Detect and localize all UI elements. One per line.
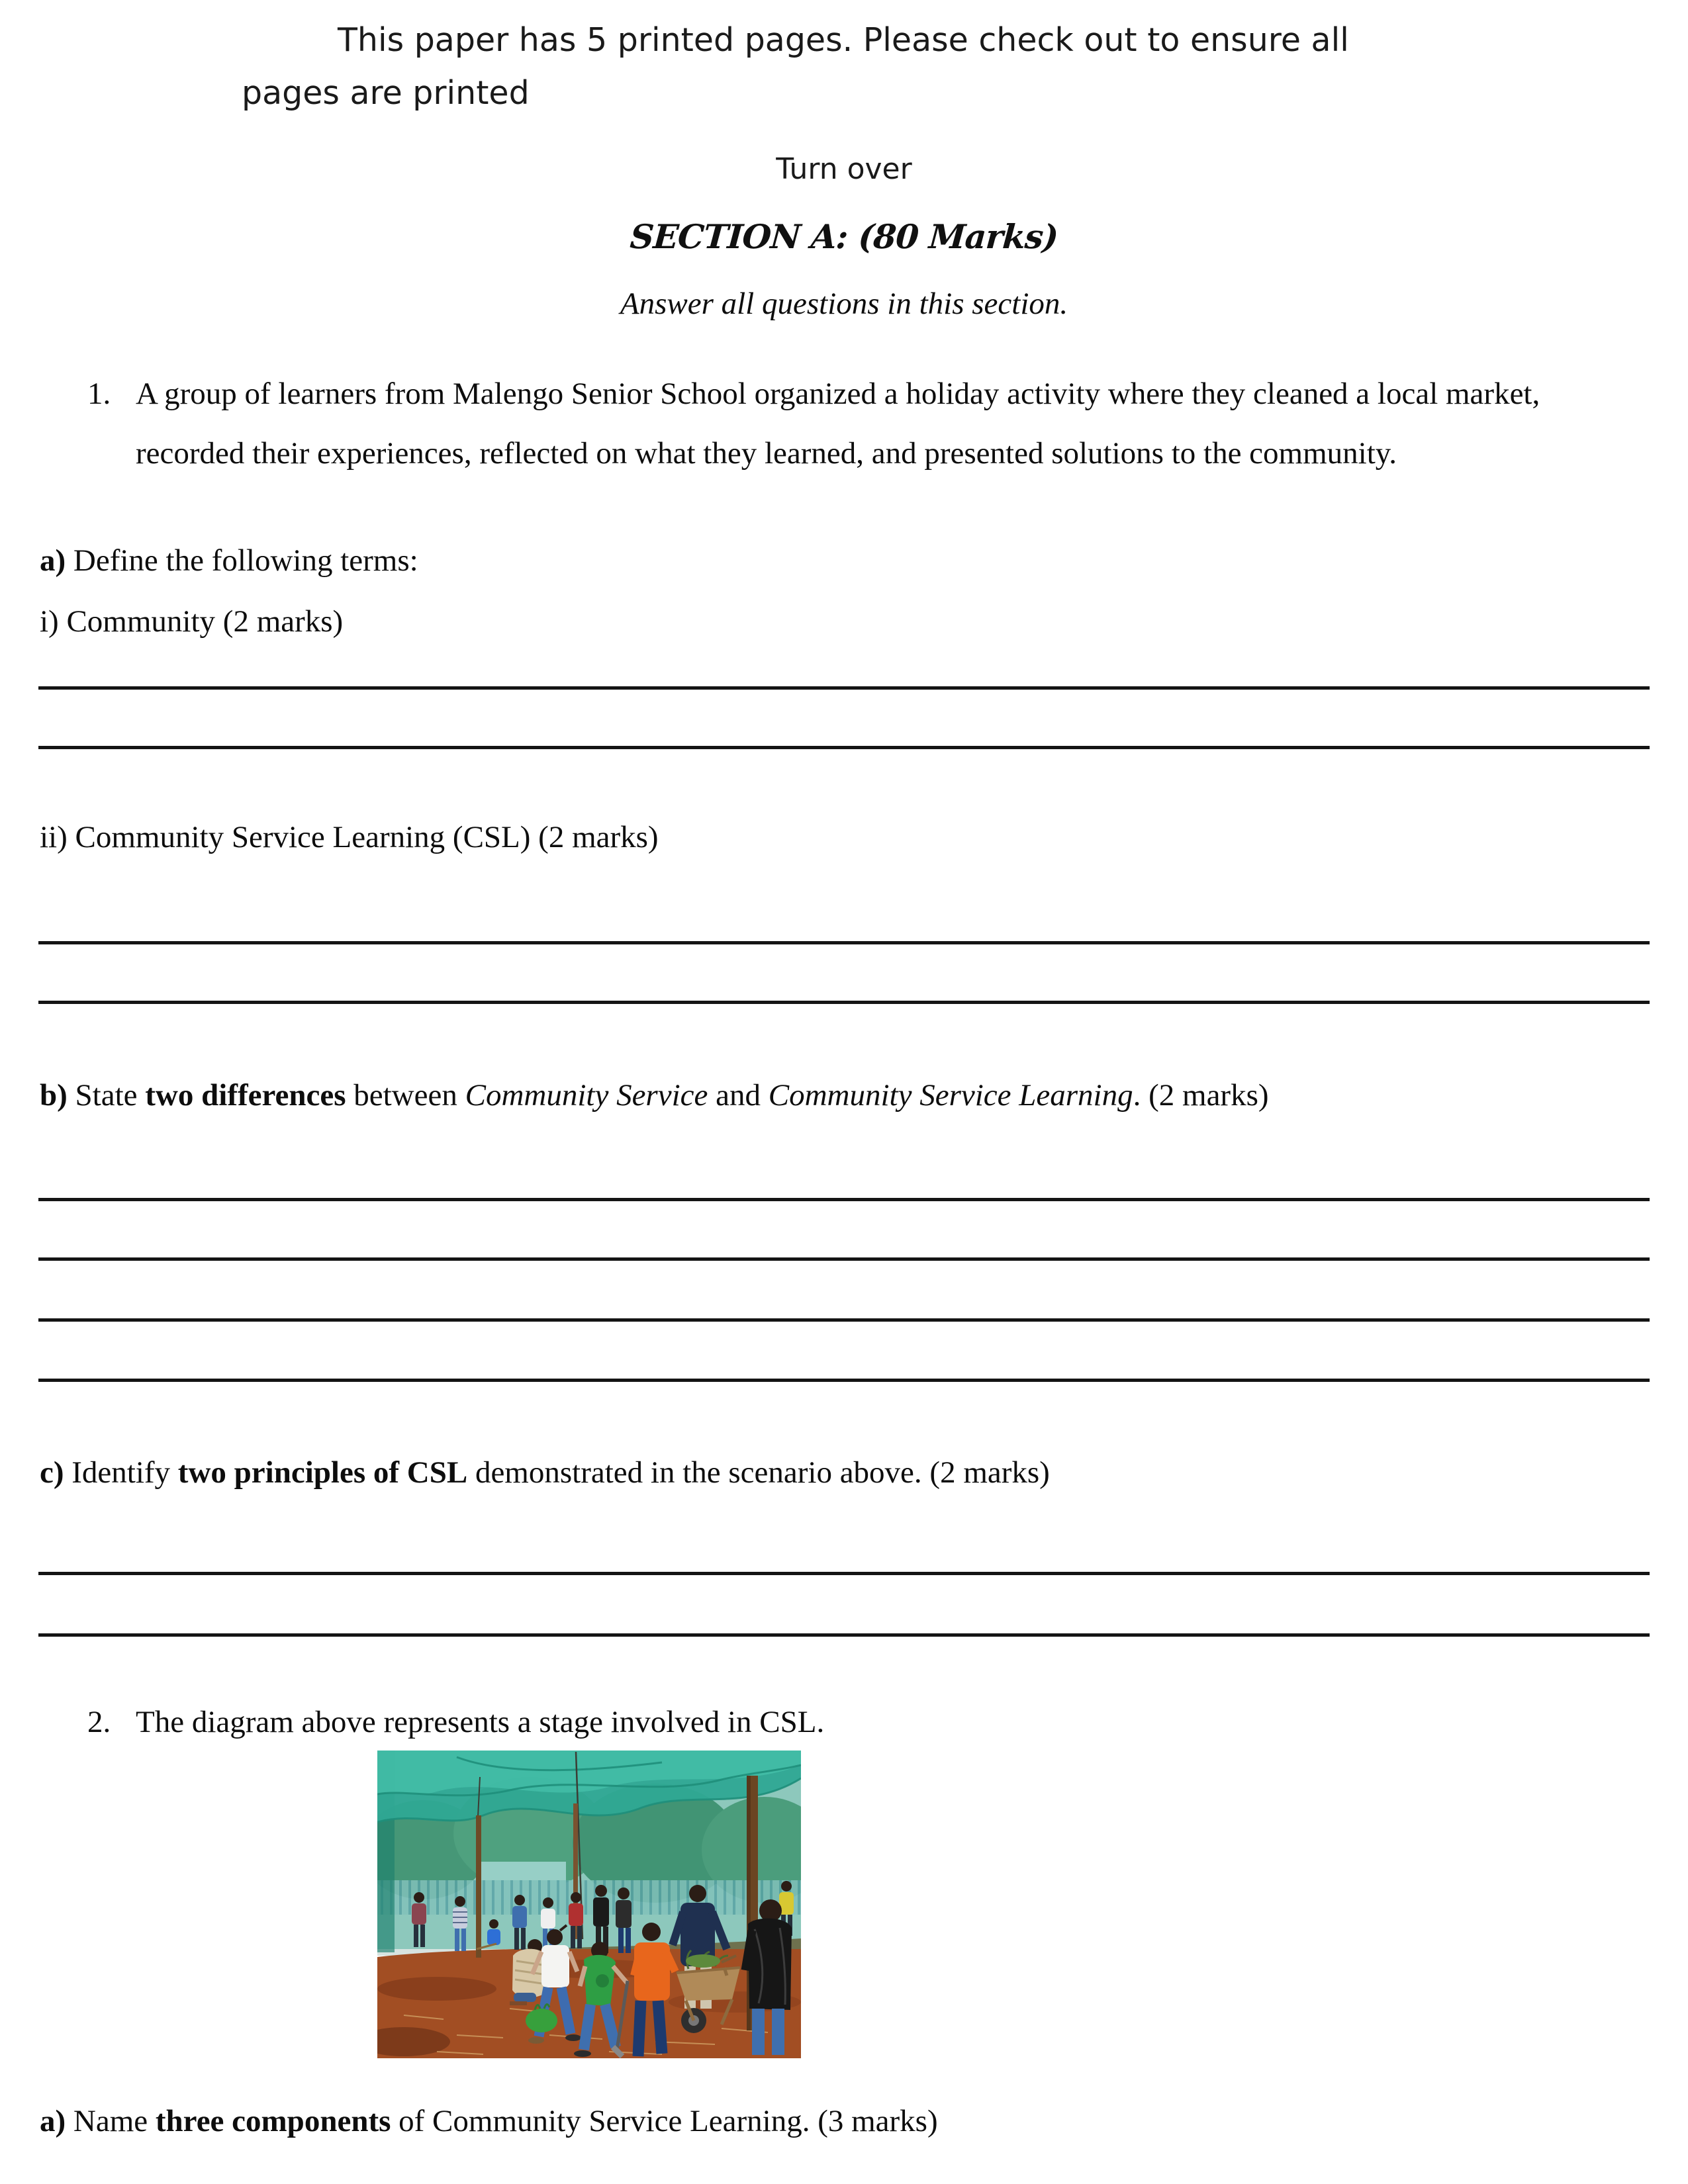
section-instruction: Answer all questions in this section. xyxy=(620,287,1068,321)
q1a-prompt xyxy=(40,543,418,579)
answer-line xyxy=(38,1001,1650,1004)
q2-text: The diagram above represents a stage involved in CSL. xyxy=(136,1705,825,1739)
q1c-run3: demonstrated in the scenario above. (2 marks) xyxy=(475,1455,1050,1490)
q1a-label: a) xyxy=(40,543,66,578)
print-notice-line2: pages are printed xyxy=(242,74,530,112)
answer-line xyxy=(38,1257,1650,1261)
answer-line xyxy=(38,1198,1650,1201)
q1-number: 1. xyxy=(87,377,111,411)
answer-line xyxy=(38,1379,1650,1382)
section-title: SECTION A: (80 Marks) xyxy=(628,217,1060,256)
q1b-run7: . (2 marks) xyxy=(1133,1078,1269,1113)
q1-text-line1: A group of learners from Malengo Senior School organized a holiday activity where they cleaned a local market, xyxy=(136,377,1540,411)
q1b-run2: two differences xyxy=(145,1078,346,1113)
q2-number: 2. xyxy=(87,1705,111,1739)
q1b-run1: State xyxy=(75,1078,138,1113)
q1b-label: b) xyxy=(40,1078,68,1113)
answer-line xyxy=(38,686,1650,690)
csl-activity-photo xyxy=(377,1751,801,2058)
q1-text-line2: recorded their experiences, reflected on what they learned, and presented solutions to the community. xyxy=(136,436,1397,471)
q1b-run4: Community Service xyxy=(465,1078,708,1113)
turn-over-note: Turn over xyxy=(776,152,912,186)
answer-line xyxy=(38,746,1650,749)
q2a-label: a) xyxy=(40,2104,66,2138)
q1ai-prompt: i) Community (2 marks) xyxy=(40,604,344,639)
q1c-label: c) xyxy=(40,1455,64,1490)
q1c-run1: Identify xyxy=(71,1455,171,1490)
q2a-run2: three components xyxy=(155,2104,391,2138)
print-notice-line1: This paper has 5 printed pages. Please check out to ensure all xyxy=(338,21,1349,59)
answer-line xyxy=(38,1633,1650,1637)
q1b-prompt xyxy=(40,1077,1269,1114)
q1b-run5: and xyxy=(716,1078,761,1113)
q2a-prompt xyxy=(40,2103,938,2140)
csl-activity-photo-illustration xyxy=(377,1751,801,2058)
q1aii-prompt: ii) Community Service Learning (CSL) (2 marks) xyxy=(40,820,659,854)
q1b-run6: Community Service Learning xyxy=(768,1078,1133,1113)
q1b-run3: between xyxy=(353,1078,457,1113)
answer-line xyxy=(38,1572,1650,1575)
q1c-run2: two principles of CSL xyxy=(177,1455,468,1490)
q2a-run3: of Community Service Learning. (3 marks) xyxy=(399,2104,938,2138)
q1a-text: Define the following terms: xyxy=(73,543,418,578)
q1c-prompt xyxy=(40,1455,1050,1491)
answer-line xyxy=(38,1318,1650,1322)
q2a-run1: Name xyxy=(73,2104,148,2138)
answer-line xyxy=(38,941,1650,944)
